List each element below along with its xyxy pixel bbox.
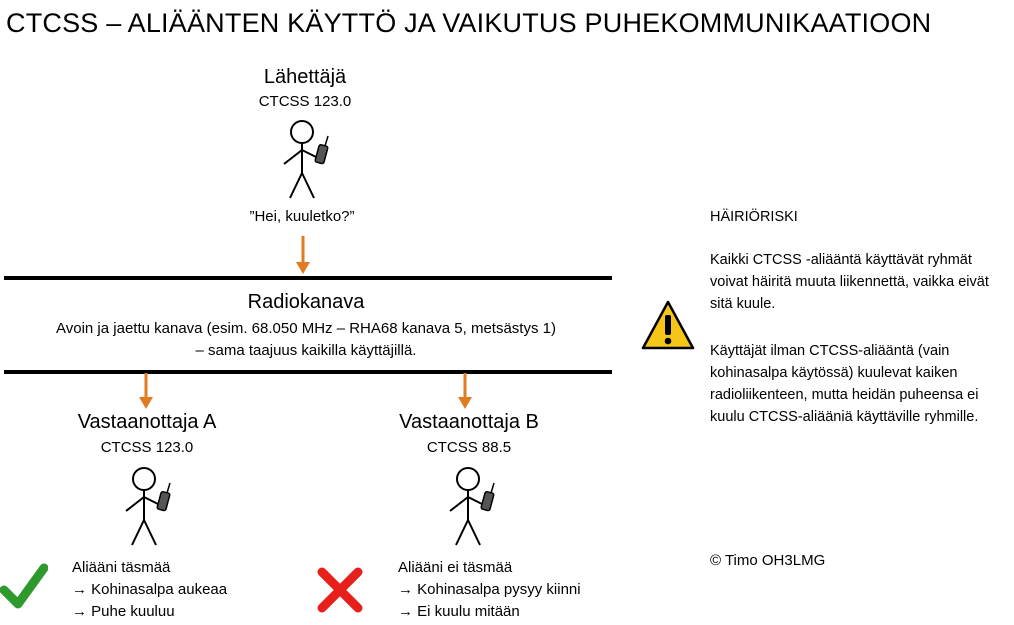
- receiver-a-status-line: → Kohinasalpa aukeaa: [72, 581, 228, 598]
- receiver-b-status-line: → Ei kuulu mitään: [398, 603, 520, 620]
- channel-description-line1: Avoin ja jaettu kanava (esim. 68.050 MHz – RHA68 kanava 5, metsästys 1): [56, 320, 556, 337]
- arrow-down-icon: [456, 373, 474, 411]
- risk-paragraph-1: Kaikki CTCSS -aliääntä käyttävät ryhmät voivat häiritä muuta liikennettä, vaikka eivät sitä kuule.: [710, 252, 989, 312]
- warning-icon: [640, 298, 696, 352]
- channel-label: Radiokanava: [247, 291, 365, 313]
- walkie-talkie-icon: [315, 136, 328, 164]
- arrow-down-icon: [137, 373, 155, 411]
- channel-top-rule: [4, 276, 612, 280]
- channel-description-line2: – sama taajuus kaikilla käyttäjillä.: [195, 342, 417, 359]
- checkmark-icon: [0, 562, 48, 612]
- receiver-a-stick-figure: [112, 465, 182, 547]
- receiver-a-label: Vastaanottaja A: [77, 411, 217, 433]
- sender-stick-figure: [270, 118, 340, 200]
- walkie-talkie-icon: [157, 483, 170, 511]
- receiver-a-status-line: → Puhe kuuluu: [72, 603, 175, 620]
- arrow-down-icon: [294, 236, 312, 276]
- cross-icon: [316, 566, 364, 614]
- receiver-b-stick-figure: [436, 465, 506, 547]
- page-title: CTCSS – ALIÄÄNTEN KÄYTTÖ JA VAIKUTUS PUHEKOMMUNIKAATIOON: [6, 8, 932, 38]
- receiver-b-status-line: Aliääni ei täsmää: [398, 559, 513, 576]
- receiver-b-label: Vastaanottaja B: [399, 411, 539, 433]
- channel-bottom-rule: [4, 370, 612, 374]
- receiver-b-status-line: → Kohinasalpa pysyy kiinni: [398, 581, 581, 598]
- sender-speech: ”Hei, kuuletko?”: [249, 208, 355, 225]
- receiver-a-status-line: Aliääni täsmää: [72, 559, 171, 576]
- receiver-a-ctcss: CTCSS 123.0: [100, 439, 194, 456]
- receiver-a-status: [72, 557, 227, 623]
- sender-label: Lähettäjä: [263, 66, 347, 88]
- risk-heading: HÄIRIÖRISKI: [710, 209, 798, 225]
- risk-paragraph-2: Käyttäjät ilman CTCSS-aliääntä (vain kohinasalpa käytössä) kuulevat kaiken radioliikenteen, mutta heidän puheensa ei kuulu CTCSS-aliääniä käyttäville ryhmille.: [710, 343, 979, 425]
- copyright: © Timo OH3LMG: [710, 552, 826, 569]
- receiver-b-ctcss: CTCSS 88.5: [426, 439, 512, 456]
- sender-ctcss: CTCSS 123.0: [258, 93, 352, 110]
- receiver-b-status: [398, 557, 581, 623]
- walkie-talkie-icon: [481, 483, 494, 511]
